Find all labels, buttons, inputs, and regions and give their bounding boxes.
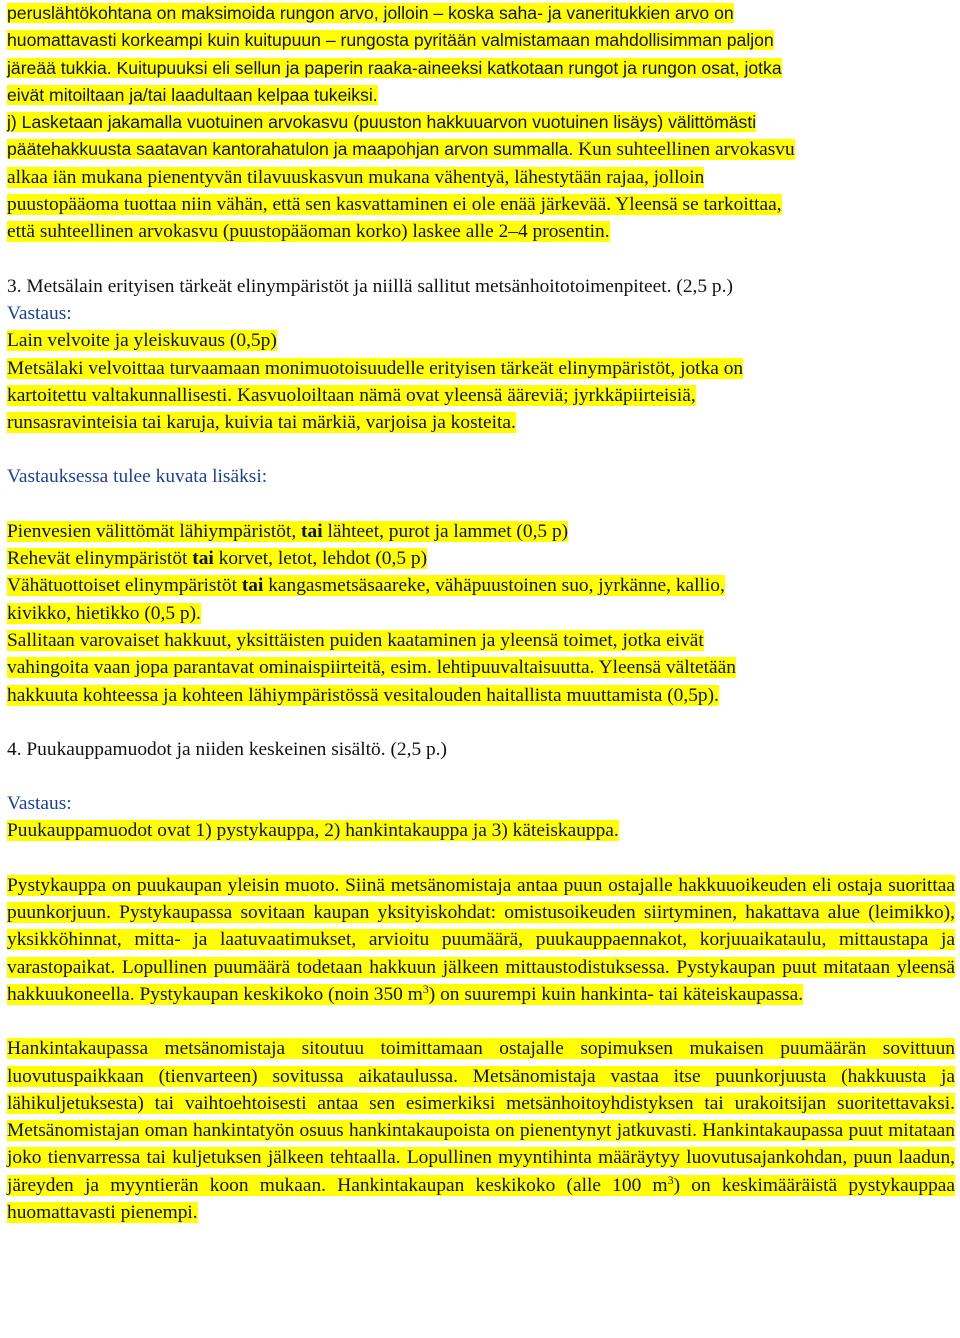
document-page bbox=[7, 0, 955, 1226]
section-j-line: Kun suhteellinen arvokasvu bbox=[573, 139, 795, 161]
section-j-line: että suhteellinen arvokasvu (puustopääoman korko) laskee alle 2–4 prosentin. bbox=[7, 221, 610, 243]
section-j-line: puustopääoma tuottaa niin vähän, että sen kasvattaminen ei ole enää järkevää. bbox=[7, 194, 612, 216]
list-item: Pienvesien välittömät lähiympäristöt, tai lähteet, purot ja lammet (0,5 p) bbox=[7, 520, 569, 542]
answer-label: Vastaus: bbox=[7, 793, 72, 815]
section-j-line: päätehakkuusta saatavan kantorahatulon ja maapohjan arvon summalla. bbox=[7, 139, 574, 160]
list-item: Vähätuottoiset elinympäristöt tai kangasmetsäsaareke, vähäpuustoinen suo, jyrkänne, kallio, bbox=[7, 575, 725, 597]
q3-paragraph-1: Metsälaki velvoittaa turvaamaan monimuotoisuudelle erityisen tärkeät elinympäristöt, jotka on kartoitettu valtakunnallisesti. Kasvuoloiltaan nämä ovat yleensä ääreviä; jyrkkäpiirteisiä, runsasravinteisia tai karuja, kuivia tai märkiä, varjoisa ja kosteita. bbox=[7, 357, 744, 434]
section-j-line: Yleensä se tarkoittaa, bbox=[611, 194, 782, 216]
allowed-line: Yleensä vältetään bbox=[594, 657, 736, 679]
intro-line: huomattavasti korkeampi kuin kuitupuun – rungosta pyritään valmistamaan mahdollisimman paljon bbox=[7, 30, 774, 51]
intro-line: eivät mitoiltaan ja/tai laadultaan kelpaa tukeiksi. bbox=[7, 84, 378, 105]
q3-extra-label: Vastauksessa tulee kuvata lisäksi: bbox=[7, 466, 268, 488]
allowed-line: hakkuuta kohteessa ja kohteen lähiympäristössä vesitalouden haitallista muuttamista (0,5p). bbox=[7, 684, 719, 706]
intro-line: järeää tukkia. bbox=[7, 57, 112, 78]
section-j-line: j) Lasketaan jakamalla vuotuinen arvokasvu (puuston hakkuuarvon vuotuinen lisäys) välittömästi bbox=[7, 112, 757, 133]
question-3: 3. Metsälain erityisen tärkeät elinympäristöt ja niillä sallitut metsänhoitotoimenpiteet. (2,5 p.) bbox=[7, 275, 733, 297]
question-4: 4. Puukauppamuodot ja niiden keskeinen sisältö. (2,5 p.) bbox=[7, 738, 447, 760]
section-j-line: alkaa iän mukana pienentyvän tilavuuskasvun mukana vähentyä, lähestytään rajaa, jolloin bbox=[7, 166, 705, 188]
q3-item-list bbox=[7, 518, 955, 709]
list-item: kivikko, hietikko (0,5 p). bbox=[7, 602, 201, 624]
allowed-line: vahingoita vaan jopa parantavat ominaispiirteitä, esim. lehtipuuvaltaisuutta. bbox=[7, 657, 595, 679]
q4-intro: Puukauppamuodot ovat 1) pystykauppa, 2) hankintakauppa ja 3) käteiskauppa. bbox=[7, 820, 619, 842]
q3-subheading: Lain velvoite ja yleiskuvaus (0,5p) bbox=[7, 330, 277, 352]
intro-paragraph bbox=[7, 0, 955, 109]
list-item: Rehevät elinympäristöt tai korvet, letot, lehdot (0,5 p) bbox=[7, 548, 428, 570]
answer-label: Vastaus: bbox=[7, 302, 72, 324]
intro-line: Kuitupuuksi eli sellun ja paperin raaka-aineeksi katkotaan rungot ja rungon osat, jotka bbox=[111, 57, 782, 78]
section-j-paragraph bbox=[7, 109, 955, 245]
q4-pystykauppa-paragraph: Pystykauppa on puukaupan yleisin muoto. Siinä metsänomistaja antaa puun ostajalle hakkuuoikeuden eli ostaja suorittaa puunkorjuun. Pystykaupassa sovitaan kaupan yksityiskohdat: omistusoikeuden siirtyminen, hakattava alue (leimikko), yksikköhinnat, mitta- ja laatuvaatimukset, arvioitu puumäärä, puukauppaennakot, korjuuaikataulu, mittaustapa ja varastopaikat. Lopullinen puumäärä todetaan hakkuun jälkeen mittaustodistuksessa. Pystykaupan puut mitataan yleensä hakkuukoneella. Pystykaupan keskikoko (noin 350 $m^3$) on suurempi kuin hankinta- tai käteiskaupassa. bbox=[7, 874, 955, 1005]
allowed-line: Sallitaan varovaiset hakkuut, yksittäisten puiden kaataminen ja yleensä toimet, jotka eivät bbox=[7, 629, 704, 651]
intro-line: peruslähtökohtana on maksimoida rungon arvo, jolloin – koska saha- ja vaneritukkien arvo on bbox=[7, 3, 734, 23]
q4-hankintakauppa-paragraph: Hankintakaupassa metsänomistaja sitoutuu toimittamaan ostajalle sopimuksen mukaisen puumäärän sovittuun luovutuspaikkaan (tienvarteen) sovitussa aikataulussa. Metsänomistaja vastaa itse puunkorjuusta (hakkuusta ja lähikuljetuksesta) tai vaihtoehtoisesti antaa sen esimerkiksi metsänhoitoyhdistyksen tai urakoitsijan suoritettavaksi. Metsänomistajan oman hankintatyön osuus hankintakaupoista on pienentynyt jatkuvasti. Hankintakaupassa puut mitataan joko tienvarressa tai kuljetuksen jälkeen tehtaalla. Lopullinen myyntihinta määräytyy luovutusajankohdan, puun laadun, järeyden ja myyntierän koon mukaan. Hankintakaupan keskikoko (alle 100 $m^3$) on keskimääräistä pystykauppaa huomattavasti pienempi. bbox=[7, 1038, 956, 1223]
